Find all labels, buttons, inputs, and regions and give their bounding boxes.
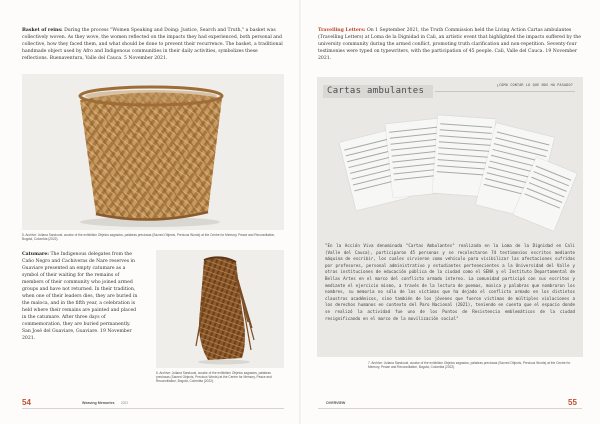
poster-caption: 7. Archive: Juliana Sandoval, curator of the exhibition Objetos sagrados, palabras preciosas (Sacred Objects, Precious Words) at the Centre for Memory, Peace and Reconciliation, Bogotá, Colombia (2022). xyxy=(368,361,571,370)
woven-basket-image xyxy=(22,74,284,230)
running-title: Weaving Memories xyxy=(82,401,115,405)
issue-label: 2022 xyxy=(121,401,129,405)
page-number: 54 xyxy=(22,398,31,407)
catumare-basket-image xyxy=(156,250,284,368)
catumare-caption: 6. Archive: Juliana Sandoval, curator of the exhibition Objetos sagrados, palabras preciosas (Sacred Objects, Precious Words) at the Centre for Memory, Peace and Reconciliation, Bogotá, Colombia (2022). xyxy=(156,371,272,384)
footer-rule xyxy=(22,408,284,409)
catumare-title: Catumare: xyxy=(22,252,49,257)
travelling-letters-paragraph xyxy=(318,27,582,62)
catumare-paragraph xyxy=(22,251,140,342)
page-number: 55 xyxy=(568,398,577,407)
travelling-letters-title: Travelling Letters: xyxy=(318,28,366,33)
poster-body: "En la Acción Viva denominada "Cartas Ambulantes" realizada en la Loma de la Dignidad en Cali (Valle del Cauca), participaron 45 personas y se recolectaron 74 testimonios escritos mediante máquina de escribir, los cuales sirvieron como vehículo para visibilizar las afectaciones sufridas por profesores, personal administrativo y estudiantes pertenecientes a la Universidad del Valle y otras instituciones de educación pública de la ciudad como el SENA y el Instituto Departamental de Bellas Artes en el marco del conflicto armado interno. La comunidad participó con sus escritos y mediante el ejercicio mismo, a través de la lectura de poemas, música y palabras que nombraron los nombres, su memoria no sólo de las víctimas que ha dejado el conflicto armado en los distintos claustros académicos, sino también de los jóvenes que fueron víctimas de múltiples violaciones a los derechos humanos en contexto del Paro Nacional (2021), teniendo en cuenta que el espacio donde se realizó la actividad fue uno de los Puntos de Resistencia emblemáticos de la ciudad resignificando en el marco de la movilización social" xyxy=(325,243,575,321)
right-page xyxy=(300,0,600,424)
footer-rule xyxy=(318,408,582,409)
poster-title: Cartas ambulantes xyxy=(327,86,425,96)
basket-caption: 5. Archive: Juliana Sandoval, curator of the exhibition Objetos sagrados, palabras preciosas (Sacred Objects, Precious Words) at the Centre for Memory, Peace and Reconciliation, Bogotá, Colombia (2022). xyxy=(22,233,276,242)
running-title: OVERVIEW xyxy=(326,401,346,405)
cartas-ambulantes-poster xyxy=(317,77,583,357)
basket-of-reins-title: Basket of reins: xyxy=(22,28,63,33)
catumare-photo xyxy=(156,250,284,368)
catumare-text: The Indigenous delegates from the Caño Negro and Cachiveras de Nare reserves in Guaviare presented an empty catumare as a symbol of their waiting for the remains of members of their community who joined armed groups and have not returned. In their tradition, when one of their leaders dies, they are buried in the maloca, and in the fifth year, a celebration is held where their remains are painted and placed in the catumare. After three days of commemoration, they are buried permanently. San José del Guaviare, Guaviare. 19 November 2021. xyxy=(22,252,138,341)
basket-of-reins-text: During the process "Women Speaking and Doing: Justice, Search and Truth," a basket was collectively woven. As they wove, the women reflected on the impacts they had experienced, both personal and collective, how they faced them, and what should be done to prevent their recurrence. The basket, a traditional handmade object used by Afro and Indigenous communities in their daily activities, symbolizes these reflections. Buenaventura, Valle del Cauca. 5 November 2021. xyxy=(22,28,283,61)
travelling-letters-text: On 1 September 2021, the Truth Commission held the Living Action Cartas ambulantes (Travelling Letters) at Loma de la Dignidad in Cali, an artistic event that highlighted the impacts suffered by the university community during the armed conflict, promoting truth clarification and non-repetition. Seventy-four testimonies were typed on typewriters, with the participation of 45 people. Cali, Valle del Cauca. 19 November 2021. xyxy=(318,28,581,61)
poster-rule xyxy=(435,91,575,92)
basket-of-reins-paragraph xyxy=(22,27,284,62)
poster-question: ¿CÓMO CONTAR LO QUE NOS HA PASADO? xyxy=(496,83,573,87)
basket-photo xyxy=(22,74,284,230)
